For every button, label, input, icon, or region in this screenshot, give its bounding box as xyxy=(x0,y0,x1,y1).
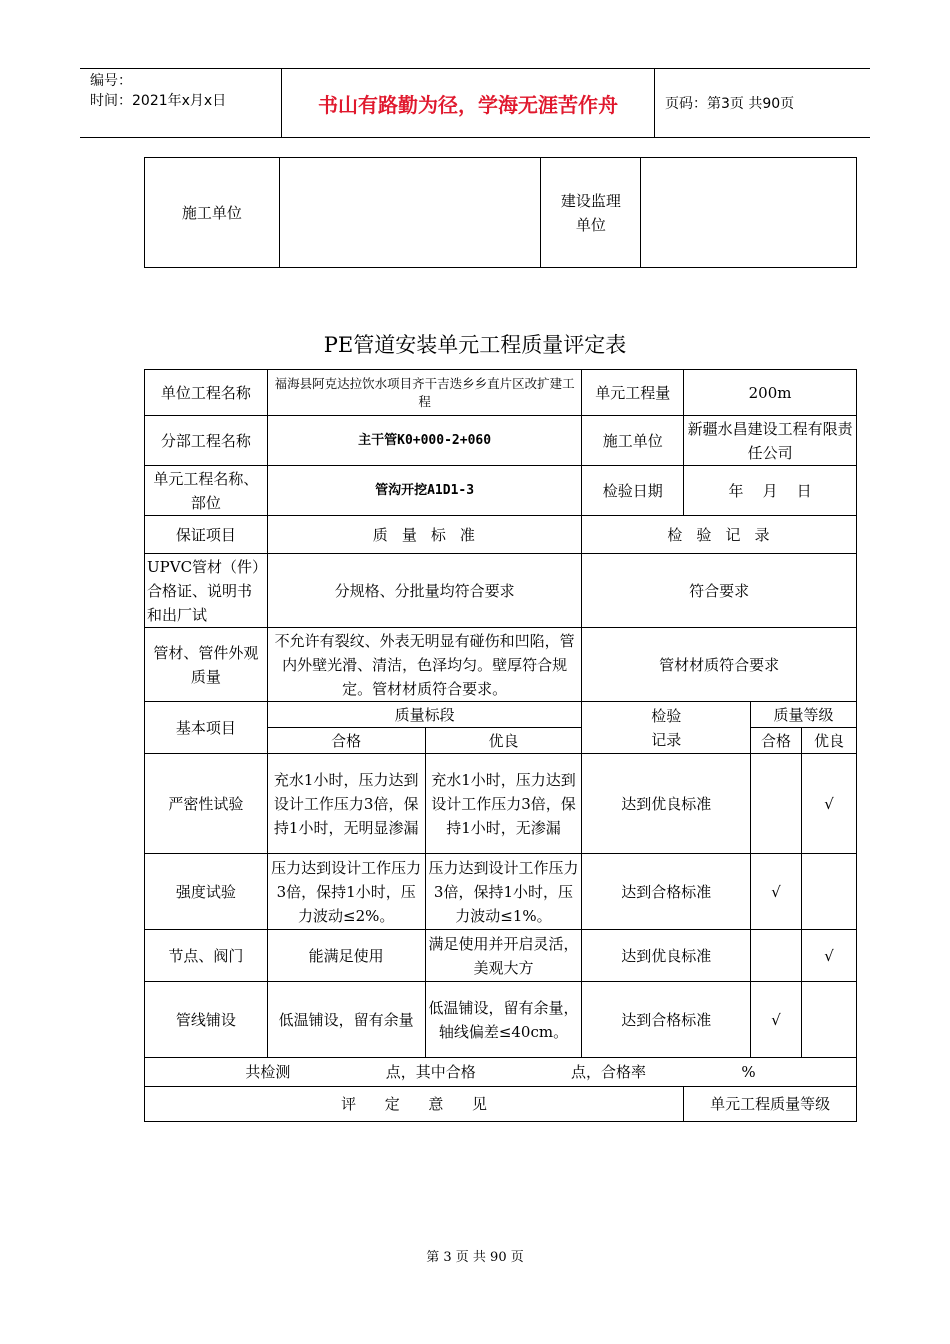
page-header xyxy=(80,68,870,138)
basic-row-qualified: 低温铺设，留有余量 xyxy=(267,982,425,1058)
basic-header-item: 基本项目 xyxy=(145,702,268,754)
element-name-value: 管沟开挖A1D1-3 xyxy=(267,466,582,516)
supervision-unit-sign-cell xyxy=(641,158,857,268)
opinion-label: 评 定 意 见 xyxy=(145,1087,684,1122)
construction-unit-label: 施工单位 xyxy=(145,158,280,268)
basic-row-qualified: 能满足使用 xyxy=(267,930,425,982)
basic-row-record: 达到合格标准 xyxy=(582,982,751,1058)
basic-row-qualified: 压力达到设计工作压力3倍，保持1小时，压力波动≤2%。 xyxy=(267,854,425,930)
time-label: 时间：2021年x月x日 xyxy=(90,93,227,109)
construction-unit-sign-cell xyxy=(279,158,541,268)
basic-row-excellent: 低温铺设，留有余量，轴线偏差≤40cm。 xyxy=(425,982,582,1058)
guarantee-header-record: 检 验 记 录 xyxy=(582,516,857,554)
element-qty-label: 单元工程量 xyxy=(582,370,684,416)
basic-header-standard: 质量标段 xyxy=(267,702,582,728)
basic-header-grade-excellent: 优良 xyxy=(802,728,857,754)
guarantee-row-item: 管材、管件外观质量 xyxy=(145,628,268,702)
basic-header-record: 检验 记录 xyxy=(582,702,751,754)
basic-row-record: 达到优良标准 xyxy=(582,754,751,854)
basic-header-qualified: 合格 xyxy=(267,728,425,754)
guarantee-row-standard: 不允许有裂纹、外表无明显有碰伤和凹陷，管内外壁光滑、清洁，色泽均匀。壁厚符合规定。管材材质符合要求。 xyxy=(267,628,582,702)
supervision-unit-label: 建设监理 单位 xyxy=(541,158,641,268)
element-grade-label: 单元工程质量等级 xyxy=(684,1087,857,1122)
basic-row-record: 达到优良标准 xyxy=(582,930,751,982)
basic-row-item: 强度试验 xyxy=(145,854,268,930)
signature-table xyxy=(144,157,857,268)
basic-row-excellent: 压力达到设计工作压力3倍，保持1小时，压力波动≤1%。 xyxy=(425,854,582,930)
inspect-date-value: 年 月 日 xyxy=(684,466,857,516)
unit-project-label: 单位工程名称 xyxy=(145,370,268,416)
basic-row-qualified: 充水1小时，压力达到设计工作压力3倍，保持1小时，无明显渗漏 xyxy=(267,754,425,854)
basic-header-grade-qualified: 合格 xyxy=(751,728,802,754)
basic-row-grade-excellent: √ xyxy=(802,930,857,982)
basic-row-item: 管线铺设 xyxy=(145,982,268,1058)
summary-row: 共检测 点，其中合格 点，合格率 % xyxy=(145,1058,857,1087)
basic-row-grade-qualified: √ xyxy=(751,854,802,930)
basic-row-record: 达到合格标准 xyxy=(582,854,751,930)
header-page-code: 页码：第3页 共90页 xyxy=(665,96,795,112)
basic-row-item: 严密性试验 xyxy=(145,754,268,854)
basic-header-grade: 质量等级 xyxy=(751,702,857,728)
basic-row-excellent: 充水1小时，压力达到设计工作压力3倍，保持1小时，无渗漏 xyxy=(425,754,582,854)
basic-row-grade-excellent xyxy=(802,982,857,1058)
element-qty-value: 200m xyxy=(684,370,857,416)
form-title: PE管道安装单元工程质量评定表 xyxy=(323,333,627,357)
basic-header-excellent: 优良 xyxy=(425,728,582,754)
inspect-date-label: 检验日期 xyxy=(582,466,684,516)
code-label: 编号： xyxy=(90,73,132,89)
basic-row-item: 节点、阀门 xyxy=(145,930,268,982)
guarantee-header-item: 保证项目 xyxy=(145,516,268,554)
contractor-label: 施工单位 xyxy=(582,416,684,466)
basic-row-grade-qualified xyxy=(751,754,802,854)
basic-row-grade-qualified: √ xyxy=(751,982,802,1058)
guarantee-row-record: 管材材质符合要求 xyxy=(582,628,857,702)
header-meta xyxy=(80,69,282,137)
guarantee-row-record: 符合要求 xyxy=(582,554,857,628)
sub-project-label: 分部工程名称 xyxy=(145,416,268,466)
element-name-label: 单元工程名称、部位 xyxy=(145,466,268,516)
basic-row-grade-qualified xyxy=(751,930,802,982)
basic-row-grade-excellent xyxy=(802,854,857,930)
basic-row-grade-excellent: √ xyxy=(802,754,857,854)
unit-project-value: 福海县阿克达拉饮水项目齐干吉迭乡乡直片区改扩建工程 xyxy=(267,370,582,416)
guarantee-header-standard: 质 量 标 准 xyxy=(267,516,582,554)
header-motto: 书山有路勤为径，学海无涯苦作舟 xyxy=(282,69,655,137)
basic-row-excellent: 满足使用并开启灵活，美观大方 xyxy=(425,930,582,982)
quality-assessment-table xyxy=(144,369,857,1122)
guarantee-row-standard: 分规格、分批量均符合要求 xyxy=(267,554,582,628)
page-footer: 第 3 页 共 90 页 xyxy=(426,1250,524,1265)
contractor-value: 新疆水昌建设工程有限责任公司 xyxy=(684,416,857,466)
sub-project-value: 主干管K0+000-2+060 xyxy=(267,416,582,466)
guarantee-row-item: UPVC管材（件）合格证、说明书和出厂试 xyxy=(145,554,268,628)
